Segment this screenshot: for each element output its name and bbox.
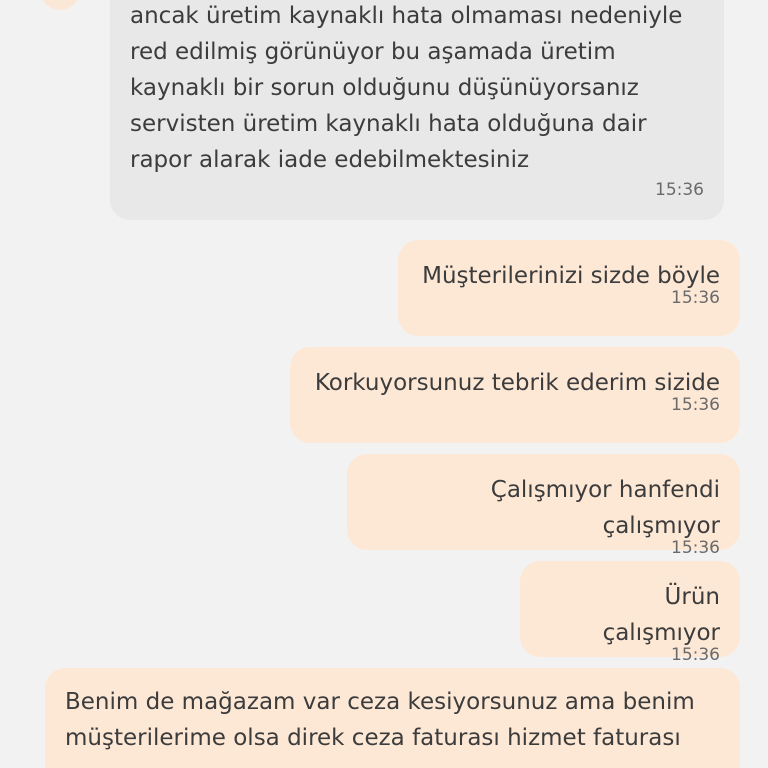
agent-avatar: [40, 0, 80, 10]
message-text: Korkuyorsunuz tebrik ederim sizide: [314, 370, 720, 396]
message-text: Çalışmıyor hanfendi çalışmıyor: [490, 477, 720, 539]
message-text: Müşterilerinizi sizde böyle: [422, 263, 720, 289]
message-text: ancak üretim kaynaklı hata olmaması nedeniyle red edilmiş görünüyor bu aşamada üretim kaynaklı bir sorun olduğunu düşünüyorsanız servisten üretim kaynaklı hata olduğuna dair rapor alarak iade edebilmektesiniz: [130, 3, 683, 173]
message-timestamp: 15:36: [671, 288, 720, 308]
message-timestamp: 15:36: [671, 645, 720, 665]
message-timestamp: 15:36: [671, 538, 720, 558]
incoming-message-bubble[interactable]: [110, 0, 724, 220]
outgoing-message-bubble[interactable]: [347, 454, 740, 558]
message-timestamp: 15:36: [671, 395, 720, 415]
message-timestamp: 15:36: [655, 180, 704, 200]
outgoing-message-bubble[interactable]: [520, 561, 740, 665]
outgoing-message-bubble[interactable]: [45, 668, 740, 768]
outgoing-message-bubble[interactable]: [290, 347, 740, 443]
message-text: Benim de mağazam var ceza kesiyorsunuz ama benim müşterilerime olsa direk ceza faturası hizmet faturası: [65, 689, 695, 751]
outgoing-message-bubble[interactable]: [398, 240, 740, 336]
message-text: Ürün çalışmıyor: [602, 584, 720, 646]
